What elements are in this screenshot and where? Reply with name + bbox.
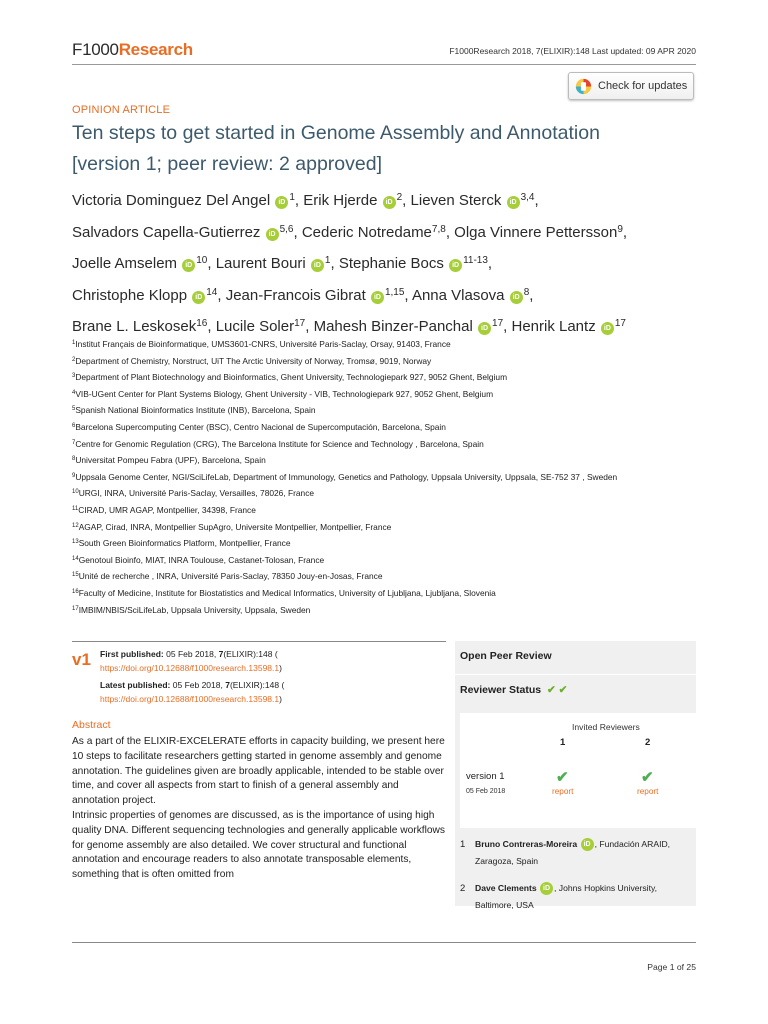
first-published: First published: 05 Feb 2018, 7(ELIXIR):148 ( https://doi.org/10.12688/f1000research.13598.1): [100, 649, 282, 673]
author-name: Henrik Lantz: [511, 318, 596, 335]
author-name: Brane L. Leskosek: [72, 318, 197, 335]
author-affiliation-ref: 10: [196, 255, 208, 266]
affiliation-item: $^9$Uppsala Genome Center, NGI/SciLifeLab, Department of Immunology, Genetics and Pathology, Uppsala University, Uppsala, SE-752 37 , Sweden: [72, 471, 618, 482]
affiliation-item: $^{16}$Faculty of Medicine, Institute for Biostatistics and Medical Informatics, University of Ljubljana, Ljubljana, Slovenia: [72, 587, 496, 598]
author-name: Jean-Francois Gibrat: [225, 286, 366, 304]
author-separator: ,: [503, 318, 512, 335]
author-list: [72, 184, 712, 342]
reviewer-name[interactable]: Bruno Contreras-Moreira: [475, 839, 578, 849]
author-affiliation-ref: 11-13: [463, 255, 488, 266]
reviewer-entry: 2 Dave Clements iD , Johns Hopkins University, Baltimore, USA: [460, 883, 658, 910]
affiliation-item: $^7$Centre for Genomic Regulation (CRG), The Barcelona Institute for Science and Technology , Barcelona, Spain: [72, 438, 484, 449]
author-affiliation-ref: 9: [617, 223, 623, 235]
author[interactable]: [412, 287, 533, 304]
author-affiliation-ref: 17: [614, 318, 626, 329]
author-separator: ,: [445, 223, 455, 241]
affiliation-item: $^{11}$CIRAD, UMR AGAP, Montpellier, 34398, France: [72, 504, 256, 515]
author-separator: ,: [330, 255, 339, 272]
orcid-icon[interactable]: iD: [266, 228, 279, 241]
author-name: Stephanie Bocs: [338, 255, 444, 272]
check-for-updates-label: Check for updates: [598, 80, 688, 92]
abstract-paragraph-1: As a part of the ELIXIR-EXCELERATE efforts in capacity building, we present here 10 steps to facilitate researchers getting started in genome assembly and genome annotation. The guidelines given are broadly applicable, intended to be stable over time, and cover all aspects from start to finish of a general assembly and annotation project.: [72, 736, 445, 807]
author-name: Victoria Dominguez Del Angel: [72, 192, 271, 209]
affiliation-item: $^1$Institut Français de Bioinformatique, UMS3601-CNRS, Université Paris-Saclay, Orsay, 91403, France: [72, 339, 451, 349]
author[interactable]: [72, 192, 303, 209]
reviewer-entry: 1 Bruno Contreras-Moreira iD , Fundación ARAID, Zaragoza, Spain: [460, 839, 671, 866]
affiliation-item: $^2$Department of Chemistry, Norstruct, UiT The Arctic University of Norway, Tromsø, 9019, Norway: [72, 355, 432, 366]
abstract-heading: Abstract: [72, 719, 111, 731]
reviewer-1-report-link[interactable]: report: [552, 787, 574, 796]
author-affiliation-ref: 17: [492, 318, 504, 329]
article-title: [72, 118, 712, 180]
author[interactable]: [216, 318, 314, 335]
author-affiliation-ref: 5,6: [279, 223, 294, 235]
reviewer-2-report-link[interactable]: report: [637, 787, 659, 796]
author[interactable]: [314, 318, 512, 335]
author-separator: ,: [217, 286, 226, 304]
author[interactable]: [302, 224, 454, 241]
crossmark-icon: [575, 78, 592, 95]
latest-published-doi-link[interactable]: https://doi.org/10.12688/f1000research.13598.1: [100, 694, 280, 704]
author-name: Christophe Klopp: [72, 286, 188, 304]
orcid-icon[interactable]: iD: [478, 322, 491, 335]
page-number: Page 1 of 25: [647, 962, 696, 972]
reviewer-column-1: 1: [560, 737, 566, 748]
author-separator: ,: [293, 223, 302, 241]
reviewer-column-2: 2: [645, 737, 651, 748]
affiliation-item: $^{10}$URGI, INRA, Université Paris-Saclay, Versailles, 78026, France: [72, 488, 315, 499]
author-affiliation-ref: 1: [289, 192, 295, 203]
author-name: Laurent Bouri: [215, 255, 306, 272]
affiliation-item: $^{13}$South Green Bioinformatics Platform, Montpellier, France: [72, 538, 291, 549]
orcid-icon[interactable]: iD: [182, 259, 195, 272]
affiliation-item: $^3$Department of Plant Biotechnology and Bioinformatics, Ghent University, Technologiepark 927, 9052 Ghent, Belgium: [72, 372, 508, 383]
author-name: Cederic Notredame: [301, 223, 432, 241]
author[interactable]: [454, 224, 627, 241]
affiliation-item: $^{15}$Unité de recherche , INRA, Université Paris-Saclay, 78350 Jouy-en-Josas, France: [72, 571, 383, 582]
version-label: v1: [72, 650, 91, 669]
article-type: OPINION ARTICLE: [72, 104, 171, 116]
author-separator: ,: [534, 192, 539, 209]
reviewer-2-approved-icon: ✔: [641, 769, 654, 786]
author-separator: ,: [622, 223, 628, 241]
affiliation-item: $^4$VIB-UGent Center for Plant Systems Biology, Ghent University - VIB, Technologiepark 927, 9052 Ghent, Belgium: [72, 388, 494, 399]
author-name: Joelle Amselem: [72, 255, 178, 272]
orcid-icon[interactable]: iD: [581, 838, 594, 851]
author-name: Lucile Soler: [215, 318, 295, 335]
abstract-paragraph-2: Intrinsic properties of genomes are discussed, as is the importance of using high quality DNA. Different sequencing technologies and generally applicable workflows for genome assembly are also detailed. We cover structural and functional annotation and encourage readers to also annotate transposable elements, something that is often omitted from: [72, 809, 446, 881]
invited-reviewers-label: Invited Reviewers: [572, 722, 640, 732]
author[interactable]: [339, 255, 492, 272]
peer-review-title: Open Peer Review: [460, 650, 552, 662]
peer-review-divider: [455, 674, 696, 675]
orcid-icon[interactable]: iD: [192, 291, 205, 304]
orcid-icon[interactable]: iD: [507, 196, 520, 209]
first-published-doi-link[interactable]: https://doi.org/10.12688/f1000research.13598.1: [100, 663, 280, 673]
author-separator: ,: [487, 255, 493, 272]
author-name: Salvadors Capella-Gutierrez: [72, 223, 261, 241]
author-separator: ,: [305, 318, 314, 335]
author-name: Lieven Sterck: [410, 192, 502, 209]
author[interactable]: [72, 255, 216, 272]
version-row-label: version 1: [466, 771, 505, 782]
affiliation-item: $^{14}$Genotoul Bioinfo, MIAT, INRA Toulouse, Castanet-Tolosan, France: [72, 554, 325, 565]
author-affiliation-ref: 1: [324, 255, 331, 266]
title-line-2: [version 1; peer review: 2 approved]: [72, 153, 383, 175]
author-affiliation-ref: 7,8: [431, 223, 446, 235]
author-affiliation-ref: 8: [523, 286, 530, 298]
header-divider: [72, 64, 696, 65]
author[interactable]: [411, 192, 539, 209]
reviewer-1-approved-icon: ✔: [556, 769, 569, 786]
author-separator: ,: [404, 286, 412, 304]
affiliation-item: $^6$Barcelona Supercomputing Center (BSC), Centro Nacional de Supercomputación, Barcelona, Spain: [72, 421, 446, 432]
author-separator: ,: [207, 255, 216, 272]
orcid-icon[interactable]: iD: [371, 291, 384, 304]
orcid-icon[interactable]: iD: [510, 291, 523, 304]
author-affiliation-ref: 1,15: [384, 286, 405, 298]
author[interactable]: [72, 224, 302, 241]
reviewer-status: Reviewer Status ✔ ✔: [460, 684, 568, 696]
author-name: Mahesh Binzer-Panchal: [313, 318, 473, 335]
author-name: Erik Hjerde: [303, 192, 378, 209]
author-name: Anna Vlasova: [411, 286, 505, 304]
check-for-updates-button[interactable]: [568, 72, 694, 100]
affiliation-item: $^5$Spanish National Bioinformatics Institute (INB), Barcelona, Spain: [72, 405, 316, 416]
author-name: Olga Vinnere Pettersson: [454, 223, 618, 241]
author-separator: ,: [529, 286, 534, 304]
journal-logo: F1000Research: [72, 40, 193, 59]
author[interactable]: [511, 318, 626, 335]
author[interactable]: [226, 287, 412, 304]
affiliation-list: [72, 336, 712, 618]
title-line-1: Ten steps to get started in Genome Assembly and Annotation: [72, 122, 600, 144]
latest-published: Latest published: 05 Feb 2018, 7(ELIXIR):148 ( https://doi.org/10.12688/f1000research.13598.1): [100, 680, 285, 704]
author[interactable]: [303, 192, 410, 209]
author[interactable]: [72, 318, 216, 335]
orcid-icon[interactable]: iD: [449, 259, 462, 272]
author-affiliation-ref: 17: [294, 318, 306, 329]
author[interactable]: [216, 255, 339, 272]
orcid-icon[interactable]: iD: [601, 322, 614, 335]
affiliation-item: $^{12}$AGAP, Cirad, INRA, Montpellier SupAgro, Universite Montpellier, Montpellier, France: [72, 521, 392, 532]
author-separator: ,: [294, 192, 304, 209]
abstract-body: [72, 735, 448, 883]
author-separator: ,: [402, 192, 411, 209]
author-affiliation-ref: 16: [196, 318, 208, 329]
orcid-icon[interactable]: iD: [540, 882, 553, 895]
orcid-icon[interactable]: iD: [383, 196, 396, 209]
approved-check-icon: ✔ ✔: [546, 684, 568, 696]
author-separator: ,: [207, 318, 216, 335]
author-affiliation-ref: 3,4: [520, 192, 535, 203]
reviewer-name[interactable]: Dave Clements: [475, 883, 537, 893]
footer-divider: [72, 942, 696, 943]
orcid-icon[interactable]: iD: [275, 196, 288, 209]
author[interactable]: [72, 287, 226, 304]
version-divider: [72, 641, 446, 642]
orcid-icon[interactable]: iD: [311, 259, 324, 272]
affiliation-item: $^8$Universitat Pompeu Fabra (UPF), Barcelona, Spain: [72, 455, 266, 466]
author-affiliation-ref: 2: [396, 192, 403, 203]
header-meta: F1000Research 2018, 7(ELIXIR):148 Last updated: 09 APR 2020: [449, 46, 696, 56]
author-affiliation-ref: 14: [206, 286, 218, 298]
version-row-date: 05 Feb 2018: [466, 788, 506, 795]
affiliation-item: $^{17}$IMBIM/NBIS/SciLifeLab, Uppsala University, Uppsala, Sweden: [72, 604, 311, 615]
